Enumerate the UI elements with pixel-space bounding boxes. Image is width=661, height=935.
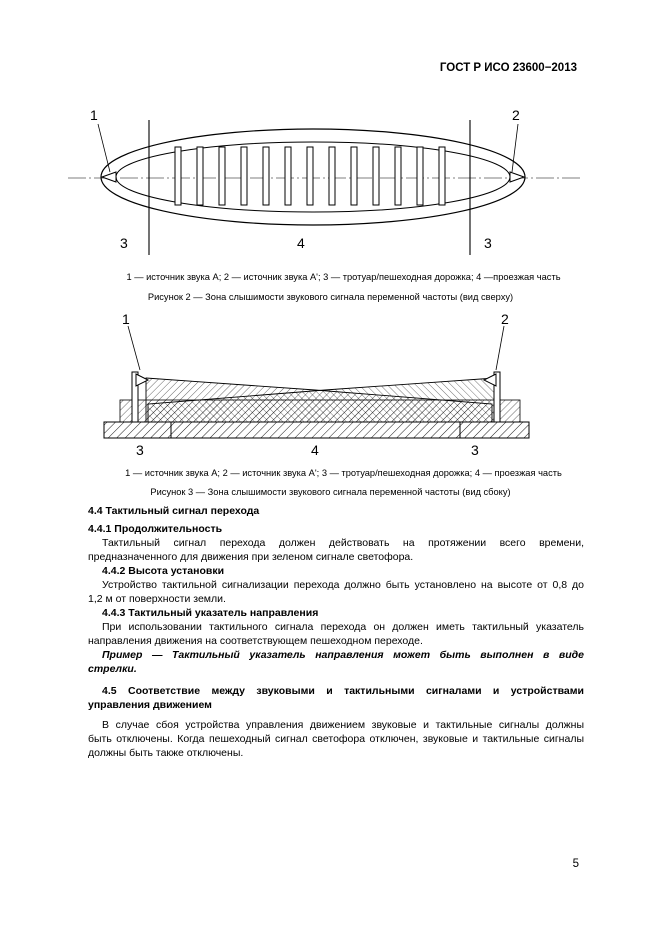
figure-2-top-view	[60, 100, 590, 260]
section-4-4-2-text-line-2: 1,2 м от поверхности земли.	[88, 593, 226, 605]
section-4-4-3-note-line-2: стрелки.	[88, 663, 137, 675]
section-4-4-3-note-line-1: Пример — Тактильный указатель направления может быть выполнен в виде	[102, 649, 584, 661]
figure-2-label-1: 1	[90, 107, 98, 123]
figure-2-legend: 1 — источник звука А; 2 — источник звука А'; 3 — тротуар/пешеходная дорожка; 4 —проезжая часть	[126, 272, 561, 282]
section-4-4-3-heading: 4.4.3 Тактильный указатель направления	[102, 607, 319, 619]
section-4-4-3-text-line-1: При использовании тактильного сигнала перехода он должен иметь тактильный указатель	[102, 621, 584, 633]
document-code: ГОСТ Р ИСО 23600−2013	[439, 62, 577, 74]
figure-3-caption: Рисунок 3 — Зона слышимости звукового сигнала переменной частоты (вид сбоку)	[150, 487, 511, 497]
figure-3-legend: 1 — источник звука А; 2 — источник звука А'; 3 — тротуар/пешеходная дорожка; 4 — проезжая часть	[125, 468, 562, 478]
section-4-5-text-line-3: должны быть также отключены.	[88, 747, 244, 759]
figure-3-label-4: 4	[311, 442, 319, 458]
section-4-4-1-heading: 4.4.1 Продолжительность	[88, 523, 223, 535]
figure-3-label-1: 1	[122, 311, 130, 327]
section-4-4-1-text-line-2: предназначенного для движения при зеленом сигнале светофора.	[88, 551, 414, 563]
figure-2-label-4: 4	[297, 235, 305, 251]
figure-2-label-2: 2	[512, 107, 520, 123]
section-4-4-heading: 4.4 Тактильный сигнал перехода	[88, 505, 260, 517]
figure-3-label-3-left: 3	[136, 442, 144, 458]
figure-3-side-view	[100, 310, 540, 460]
figure-2-caption: Рисунок 2 — Зона слышимости звукового сигнала переменной частоты (вид сверху)	[147, 292, 514, 302]
section-4-4-2-text-line-1: Устройство тактильной сигнализации перехода должно быть установлено на высоте от 0,8 до	[102, 579, 584, 591]
section-4-4-2-heading: 4.4.2 Высота установки	[102, 565, 225, 577]
section-4-5-text-line-2: быть отключены. Когда пешеходный сигнал светофора отключен, звуковые и тактильные сигналы	[88, 733, 584, 745]
figure-3-label-3-right: 3	[471, 442, 479, 458]
figure-2-label-3-left: 3	[120, 235, 128, 251]
page-number: 5	[572, 858, 579, 870]
section-4-5-heading-line-2: управления движением	[88, 699, 212, 711]
section-4-4-1-text-line-1: Тактильный сигнал перехода должен действовать на протяжении всего времени,	[102, 537, 584, 549]
section-4-5-heading-line-1: 4.5 Соответствие между звуковыми и тактильными сигналами и устройствами	[102, 685, 584, 697]
section-4-5-text-line-1: В случае сбоя устройства управления движением звуковые и тактильные сигналы должны	[102, 719, 584, 731]
figure-3-label-2: 2	[501, 311, 509, 327]
section-4-4-3-text-line-2: направления движения на соответствующем пешеходном переходе.	[88, 635, 423, 647]
figure-2-label-3-right: 3	[484, 235, 492, 251]
